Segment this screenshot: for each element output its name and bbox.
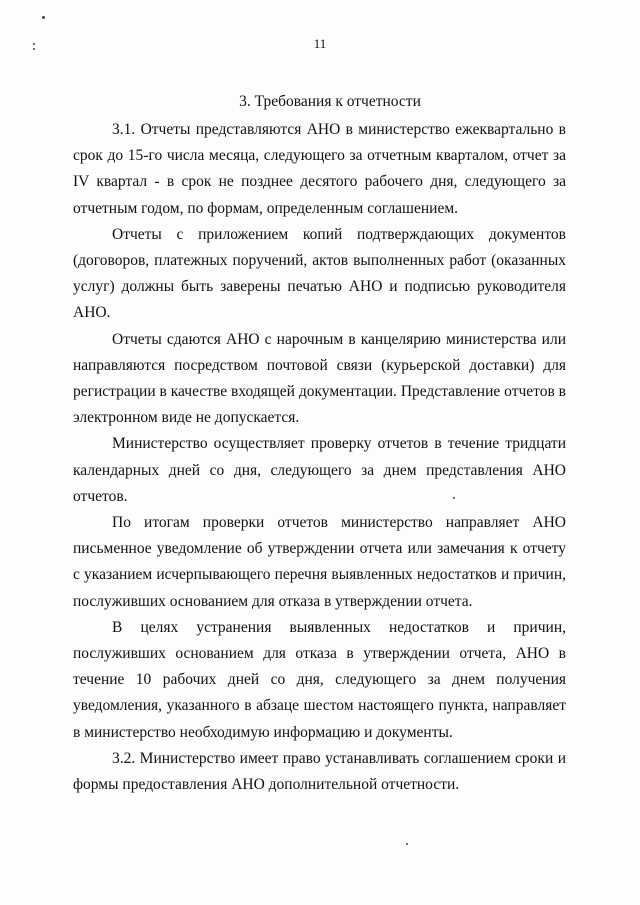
scan-speck [406, 843, 408, 845]
paragraph: 3.2. Министерство имеет право устанавливать соглашением сроки и формы предоставления АНО дополнительной отчетности. [73, 749, 566, 794]
paragraph: Отчеты сдаются АНО с нарочным в канцелярию министерства или направляются посредством почтовой связи (курьерской доставки) для регистрации в качестве входящей документации. Представление отчетов в электронном виде не допускается. [73, 330, 566, 427]
scan-speck [42, 16, 45, 19]
page-number: 11 [313, 36, 327, 51]
paragraph: Министерство осуществляет проверку отчетов в течение тридцати календарных дней со дня, следующего за днем представления АНО отчетов. [73, 435, 566, 505]
paragraph: По итогам проверки отчетов министерство направляет АНО письменное уведомление об утверждении отчета или замечания к отчету с указанием исчерпывающего перечня выявленных недостатков и причин, послуживших основанием для отказа в утверждении отчета. [73, 514, 566, 610]
paragraph: 3.1. Отчеты представляются АНО в министерство ежеквартально в срок до 15-го числа месяца, следующего за отчетным кварталом, отчет за IV квартал - в срок не позднее десятого рабочего дня, следующего за отчетным годом, по формам, определенным соглашением. [73, 121, 566, 217]
paragraph: Отчеты с приложением копий подтверждающих документов (договоров, платежных поручений, актов выполненных работ (оказанных услуг) должны быть заверены печатью АНО и подписью руководителя АНО. [73, 225, 566, 322]
paragraph: В целях устранения выявленных недостатков и причин, послуживших основанием для отказа в утверждении отчета, АНО в течение 10 рабочих дней со дня, следующего за днем получения уведомления, указанного в абзаце шестом настоящего пункта, направляет в министерство необходимую информацию и документы. [73, 618, 566, 741]
section-title: 3. Требования к отчетности [239, 93, 421, 110]
body-text [73, 117, 566, 798]
